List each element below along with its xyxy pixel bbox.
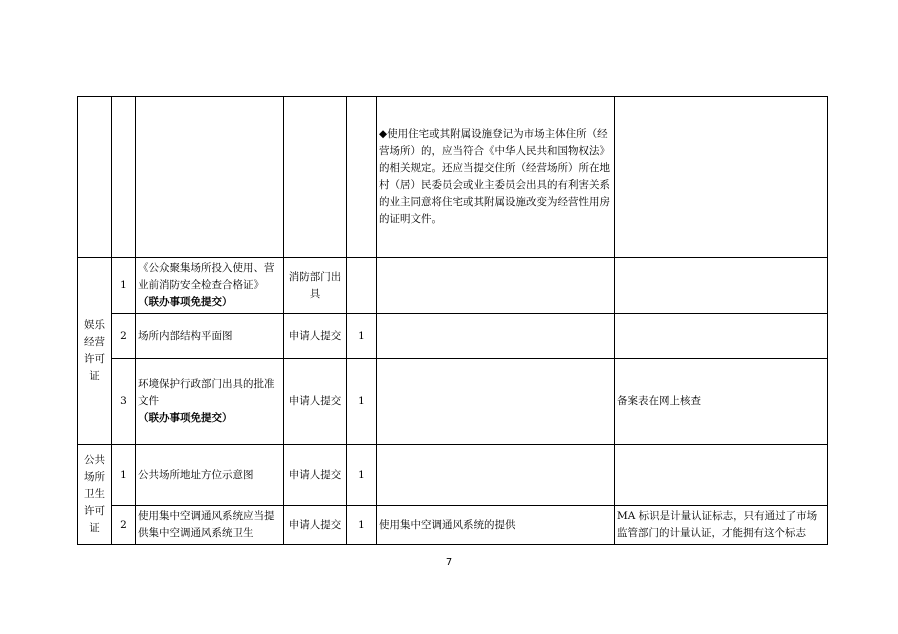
row-number: 2 xyxy=(112,506,136,545)
remark xyxy=(615,258,828,314)
material-source: 申请人提交 xyxy=(284,445,347,506)
requirement xyxy=(377,314,615,359)
row-number: 3 xyxy=(112,359,136,445)
table-row xyxy=(78,506,828,545)
copies: 1 xyxy=(347,359,377,445)
remark: 备案表在网上核查 xyxy=(615,359,828,445)
material-name: 公共场所地址方位示意图 xyxy=(136,445,284,506)
requirement-note: ◆使用住宅或其附属设施登记为市场主体住所（经营场所）的，应当符合《中华人民共和国物权法》的相关规定。还应当提交住所（经营场所）所在地村（居）民委员会或业主委员会出具的有利害关系的业主同意将住宅或其附属设施改变为经营性用房的证明文件。 xyxy=(377,97,615,258)
requirement xyxy=(377,359,615,445)
remark xyxy=(615,445,828,506)
material-name xyxy=(136,258,284,314)
copies: 1 xyxy=(347,445,377,506)
table-cell xyxy=(136,97,284,258)
page-number: 7 xyxy=(445,557,453,568)
material-text: 《公众聚集场所投入使用、营业前消防安全检查合格证》 xyxy=(138,262,275,291)
copies: 1 xyxy=(347,314,377,359)
table-cell xyxy=(78,97,112,258)
remark-text: MA 标识是计量认证标志，只有通过了市场监管部门的计量认证，才能拥有这个标志 xyxy=(617,510,818,539)
table-row xyxy=(78,97,828,258)
material-source: 申请人提交 xyxy=(284,506,347,545)
material-source: 消防部门出具 xyxy=(284,258,347,314)
requirement xyxy=(377,445,615,506)
copies xyxy=(347,258,377,314)
table-row xyxy=(78,359,828,445)
material-name: 场所内部结构平面图 xyxy=(136,314,284,359)
category-label: 娱乐经营许可证 xyxy=(78,258,112,445)
category-label: 公共场所卫生许可证 xyxy=(78,445,112,545)
remark xyxy=(615,506,828,545)
row-number: 1 xyxy=(112,258,136,314)
table-row xyxy=(78,445,828,506)
material-source: 申请人提交 xyxy=(284,359,347,445)
copies: 1 xyxy=(347,506,377,545)
material-name xyxy=(136,359,284,445)
table-cell xyxy=(284,97,347,258)
row-number: 2 xyxy=(112,314,136,359)
table-row xyxy=(78,314,828,359)
requirement xyxy=(377,258,615,314)
exemption-note: （联办事项免提交） xyxy=(138,296,233,308)
remark xyxy=(615,314,828,359)
material-name xyxy=(136,506,284,545)
material-source: 申请人提交 xyxy=(284,314,347,359)
table-cell xyxy=(112,97,136,258)
material-text: 环境保护行政部门出具的批准文件 xyxy=(138,378,275,407)
table-cell xyxy=(615,97,828,258)
requirement: 使用集中空调通风系统的提供 xyxy=(377,506,615,545)
row-number: 1 xyxy=(112,445,136,506)
requirements-table xyxy=(77,96,828,545)
material-text: 使用集中空调通风系统应当提供集中空调通风系统卫生 xyxy=(138,510,275,539)
exemption-note: （联办事项免提交） xyxy=(138,412,233,424)
table-cell xyxy=(347,97,377,258)
table-row xyxy=(78,258,828,314)
